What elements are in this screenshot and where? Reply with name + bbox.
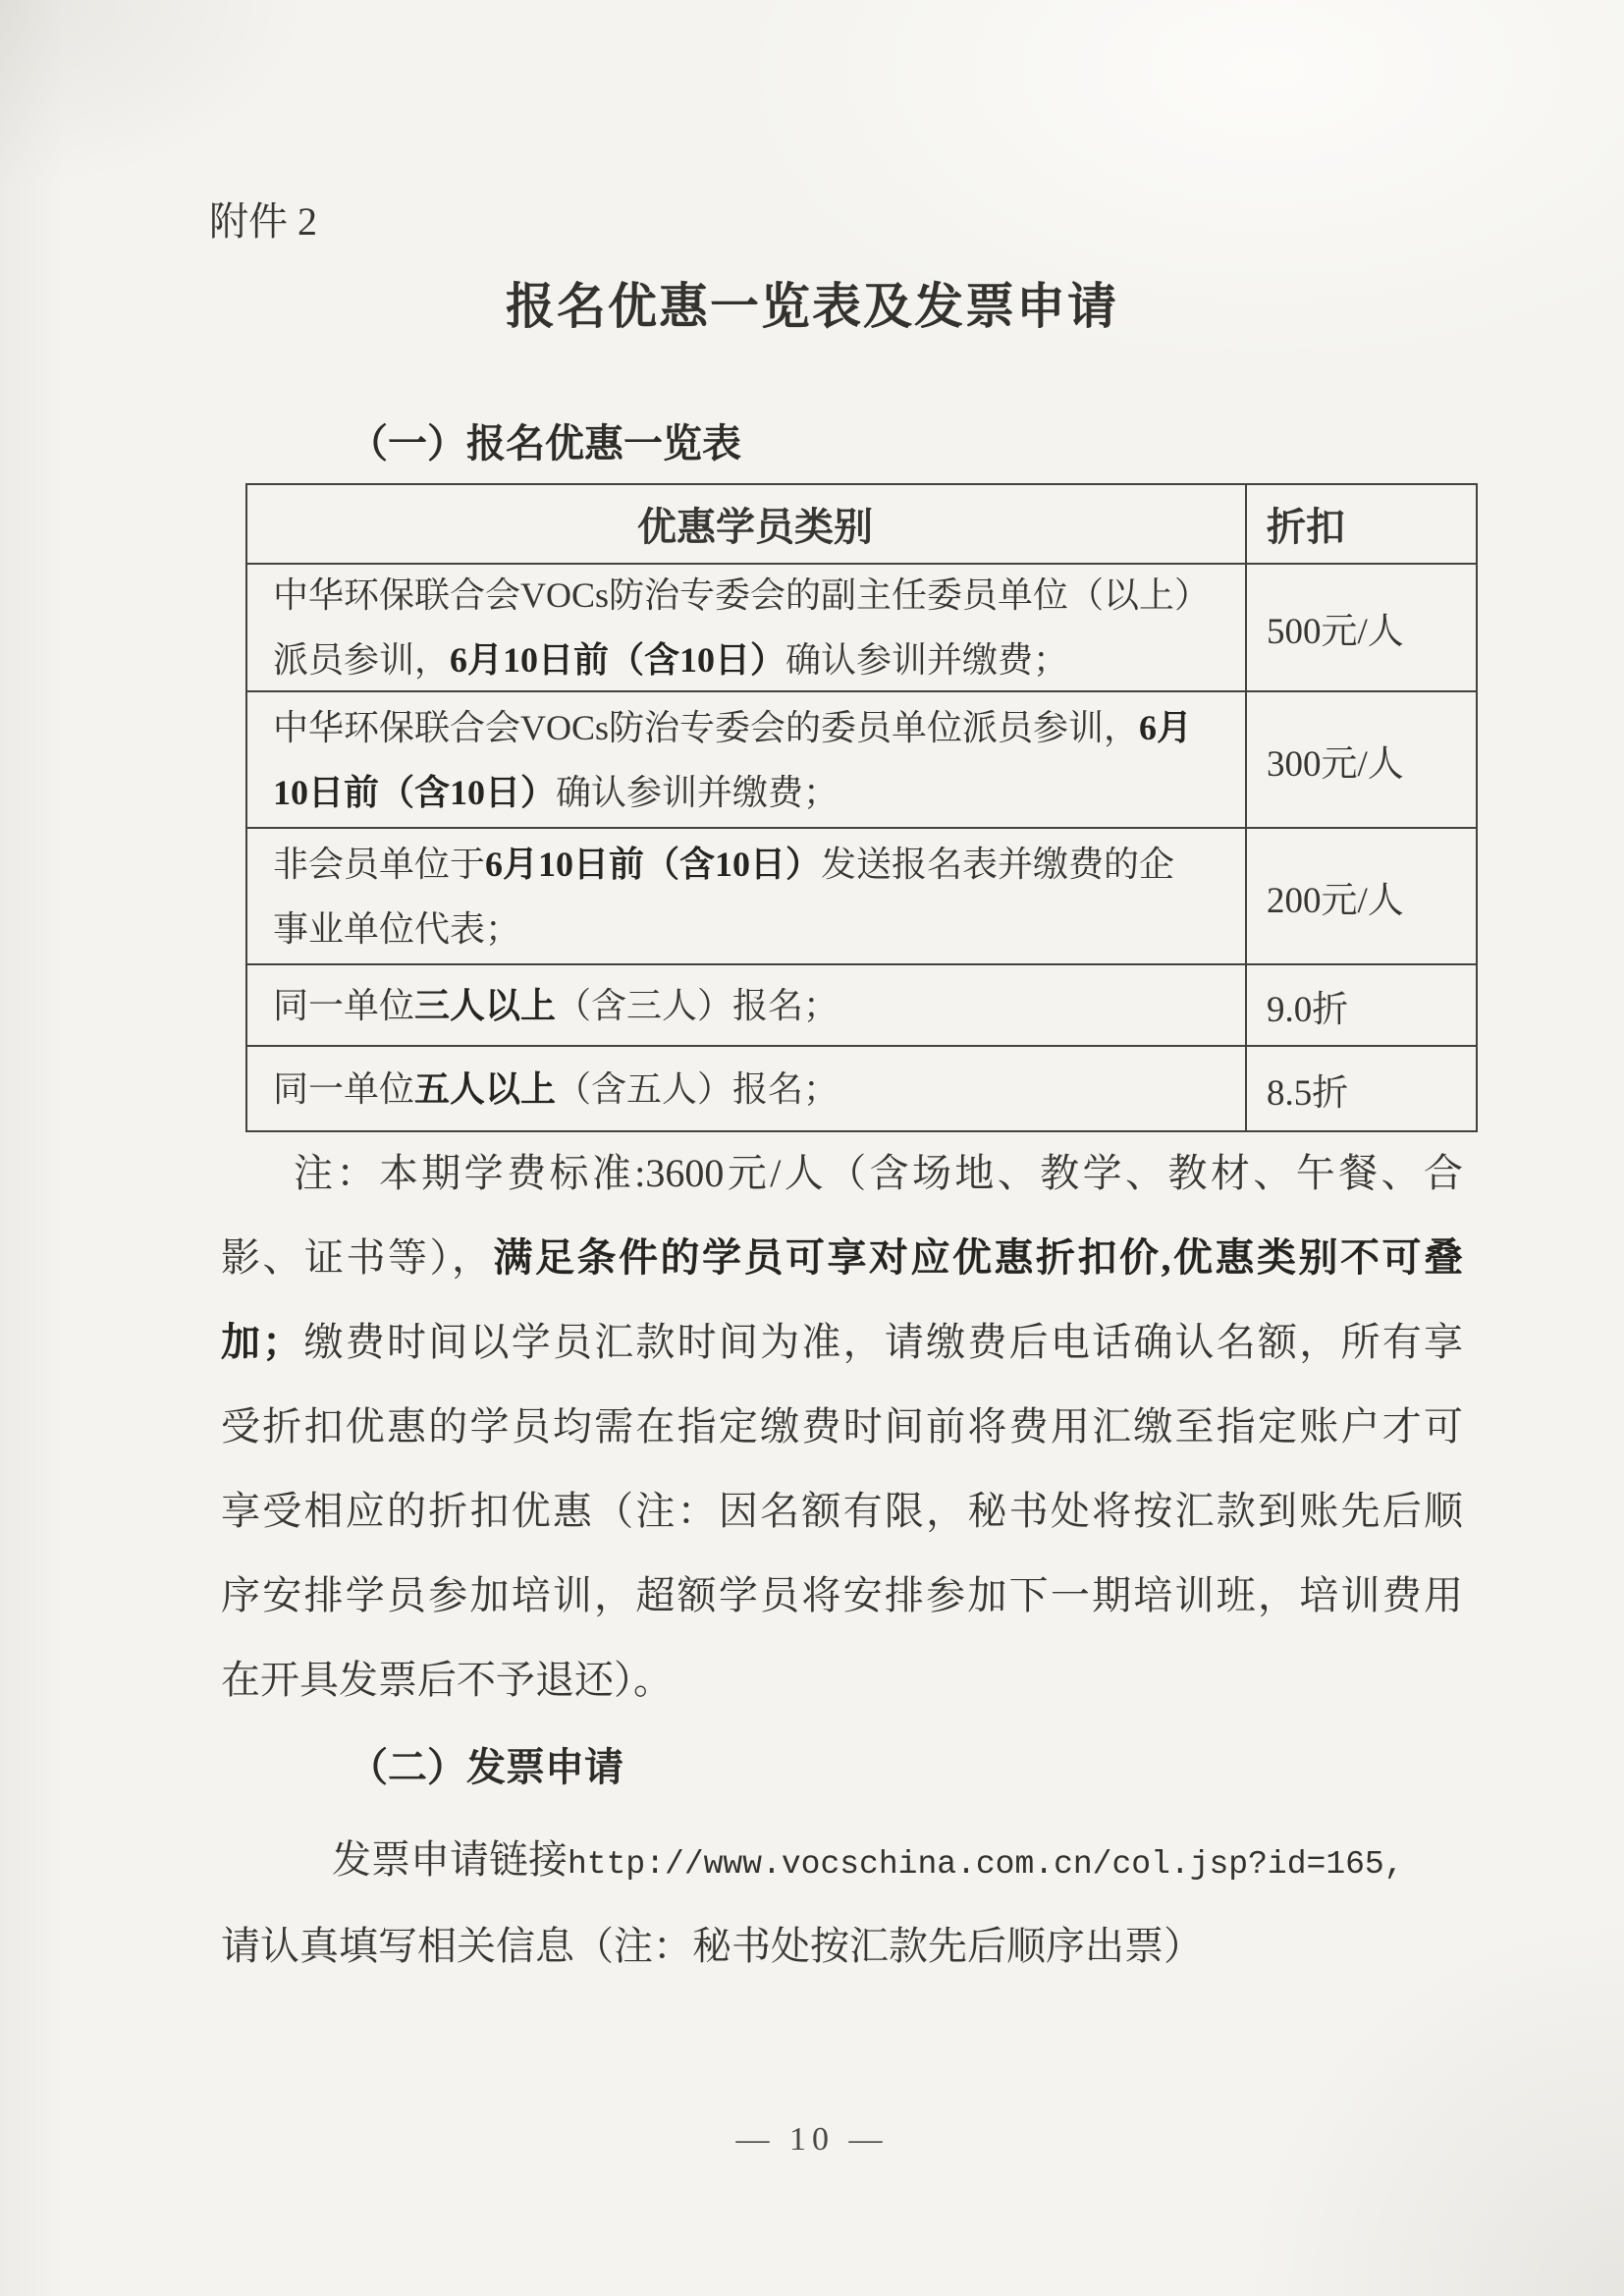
invoice-link-prefix: 发票申请链接: [332, 1837, 568, 1882]
cell-line: [273, 760, 1237, 825]
text-segment: （含五人）报名；: [556, 1068, 839, 1109]
cell-line: [273, 897, 1237, 961]
text-segment: 缴费时间以学员汇款时间为准，请缴费后电话确认名额，所有享: [301, 1320, 1464, 1364]
text-segment-bold: 满足条件的学员可享对应优惠折扣价,优惠类别不可叠: [493, 1235, 1463, 1280]
cell-line: [273, 628, 1237, 692]
attachment-label: 附件 2: [209, 199, 317, 244]
text-segment-bold: 6月: [1139, 707, 1193, 747]
cell-line: [273, 973, 1237, 1038]
invoice-link-url: http://www.vocschina.com.cn/col.jsp?id=165,: [568, 1846, 1404, 1883]
note-line: [221, 1300, 1463, 1385]
text-segment: 发送报名表并缴费的企: [821, 844, 1175, 884]
cell-line: [273, 695, 1237, 760]
text-segment: 影、证书等），: [221, 1235, 494, 1280]
text-segment-bold: 加；: [221, 1320, 302, 1364]
note-line: [221, 1469, 1463, 1554]
note-line: [221, 1638, 1463, 1722]
table-header-row: [247, 485, 1476, 563]
text-segment: 中华环保联合会VOCs防治专委会的委员单位派员参训，: [273, 707, 1140, 747]
category-cell: [247, 565, 1245, 690]
page-title: 报名优惠一览表及发票申请: [506, 279, 1118, 334]
table-row: [247, 1045, 1476, 1130]
text-segment: 中华环保联合会VOCs防治专委会的副主任委员单位（以上）: [273, 575, 1211, 615]
text-segment: 享受相应的折扣优惠（注：因名额有限，秘书处将按汇款到账先后顺: [221, 1489, 1463, 1533]
text-segment: 事业单位代表；: [273, 908, 521, 949]
page-number: — 10 —: [735, 2121, 889, 2158]
section1-heading: （一）报名优惠一览表: [349, 421, 741, 465]
text-segment: 确认参训并缴费；: [785, 640, 1069, 680]
text-segment: 在开具发票后不予退还）。: [221, 1658, 673, 1702]
text-segment: 同一单位: [273, 985, 415, 1025]
text-segment: 同一单位: [273, 1068, 415, 1109]
discount-cell: 9.0折: [1245, 965, 1476, 1045]
note-line: [221, 1131, 1463, 1216]
cell-line: [273, 563, 1237, 628]
discount-table: [245, 483, 1478, 1132]
column-header-discount: 折扣: [1245, 485, 1476, 563]
discount-cell: 200元/人: [1245, 829, 1476, 963]
text-segment: 派员参训，: [273, 640, 451, 680]
invoice-note-line: 请认真填写相关信息（注：秘书处按汇款先后顺序出票）: [221, 1924, 1203, 1968]
discount-cell: 8.5折: [1245, 1047, 1476, 1130]
text-segment: 确认参训并缴费；: [556, 772, 839, 812]
cell-line: [273, 832, 1237, 897]
note-line: [221, 1385, 1463, 1469]
column-header-category: 优惠学员类别: [637, 505, 873, 549]
cell-line: [273, 1057, 1237, 1121]
table-row: [247, 827, 1476, 963]
note-line: [221, 1216, 1463, 1300]
text-segment: 序安排学员参加培训，超额学员将安排参加下一期培训班，培训费用: [221, 1573, 1463, 1617]
category-cell: [247, 692, 1245, 827]
text-segment-bold: 6月10日前（含10日）: [485, 844, 822, 884]
text-segment-bold: 6月10日前（含10日）: [450, 640, 786, 680]
text-segment: （含三人）报名；: [556, 985, 839, 1025]
table-row: [247, 563, 1476, 690]
category-cell: [247, 1047, 1245, 1130]
discount-cell: 300元/人: [1245, 692, 1476, 827]
invoice-link-line: [332, 1829, 1404, 1885]
text-segment: 注：本期学费标准:3600元/人（含场地、教学、教材、午餐、合: [294, 1151, 1463, 1195]
category-cell: [247, 965, 1245, 1045]
text-segment-bold: 三人以上: [414, 985, 557, 1025]
table-row: [247, 963, 1476, 1045]
text-segment-bold: 10日前（含10日）: [273, 772, 557, 812]
text-segment-bold: 五人以上: [414, 1068, 557, 1109]
text-segment: 受折扣优惠的学员均需在指定缴费时间前将费用汇缴至指定账户才可: [221, 1404, 1463, 1449]
category-cell: [247, 829, 1245, 963]
note-paragraph: [221, 1131, 1463, 1722]
note-line: [221, 1554, 1463, 1638]
section2-heading: （二）发票申请: [349, 1745, 623, 1789]
discount-cell: 500元/人: [1245, 565, 1476, 690]
table-row: [247, 690, 1476, 827]
text-segment: 非会员单位于: [273, 844, 486, 884]
